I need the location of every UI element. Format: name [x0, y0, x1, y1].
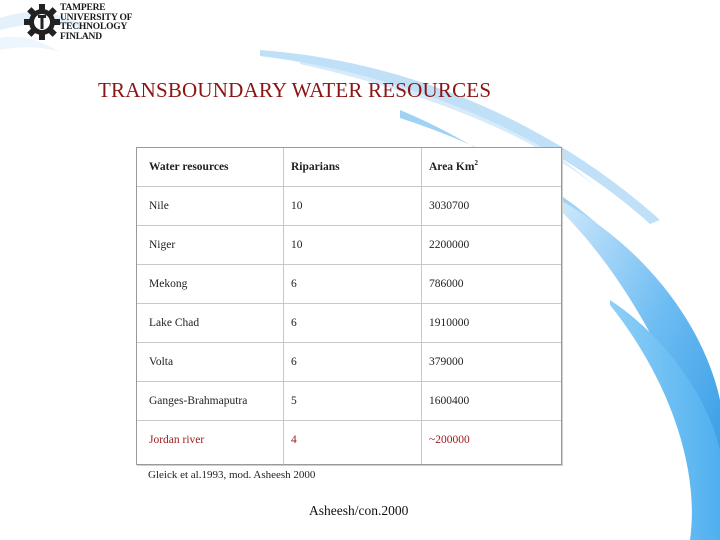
university-line: FINLAND	[60, 31, 102, 42]
cell-water-resource: Nile	[149, 200, 169, 212]
university-line: TAMPERE	[60, 3, 106, 13]
cell-area: 3030700	[429, 200, 470, 212]
gear-icon	[22, 2, 62, 42]
cell-riparians: 4	[291, 434, 297, 446]
cell-water-resource: Niger	[149, 239, 176, 251]
cell-area: 379000	[429, 356, 464, 368]
table-row	[137, 304, 561, 343]
cell-water-resource: Mekong	[149, 278, 188, 290]
table-row	[137, 343, 561, 382]
cell-area: 786000	[429, 278, 464, 290]
header-water-resources: Water resources	[149, 161, 229, 173]
cell-riparians: 6	[291, 317, 297, 329]
header-area-label: Area Km	[429, 161, 475, 173]
table-header-row	[137, 148, 561, 187]
slide-title: TRANSBOUNDARY WATER RESOURCES	[98, 78, 492, 102]
cell-riparians: 6	[291, 278, 297, 290]
cell-area: 1910000	[429, 317, 470, 329]
cell-water-resource: Volta	[149, 356, 174, 368]
university-line: TECHNOLOGY	[60, 22, 128, 32]
cell-riparians: 10	[291, 200, 303, 212]
cell-riparians: 5	[291, 395, 297, 407]
table-row	[137, 226, 561, 265]
header-area	[429, 148, 557, 186]
table-row	[137, 382, 561, 421]
header-riparians: Riparians	[291, 161, 340, 173]
cell-water-resource: Ganges-Brahmaputra	[149, 395, 248, 407]
cell-water-resource: Lake Chad	[149, 317, 200, 329]
cell-water-resource: Jordan river	[149, 434, 205, 446]
table-row	[137, 187, 561, 226]
university-line: UNIVERSITY OF	[60, 12, 133, 23]
cell-area: ~200000	[429, 434, 470, 446]
university-name	[60, 4, 132, 42]
cell-area: 2200000	[429, 239, 470, 251]
table-row-highlighted	[137, 421, 561, 461]
water-resources-table	[136, 147, 562, 465]
cell-riparians: 6	[291, 356, 297, 368]
footer-credit: Asheesh/con.2000	[309, 503, 409, 518]
source-citation: Gleick et al.1993, mod. Asheesh 2000	[148, 469, 316, 481]
header-area-exponent: 2	[474, 159, 478, 168]
table-row	[137, 265, 561, 304]
cell-riparians: 10	[291, 239, 303, 251]
cell-area: 1600400	[429, 395, 470, 407]
